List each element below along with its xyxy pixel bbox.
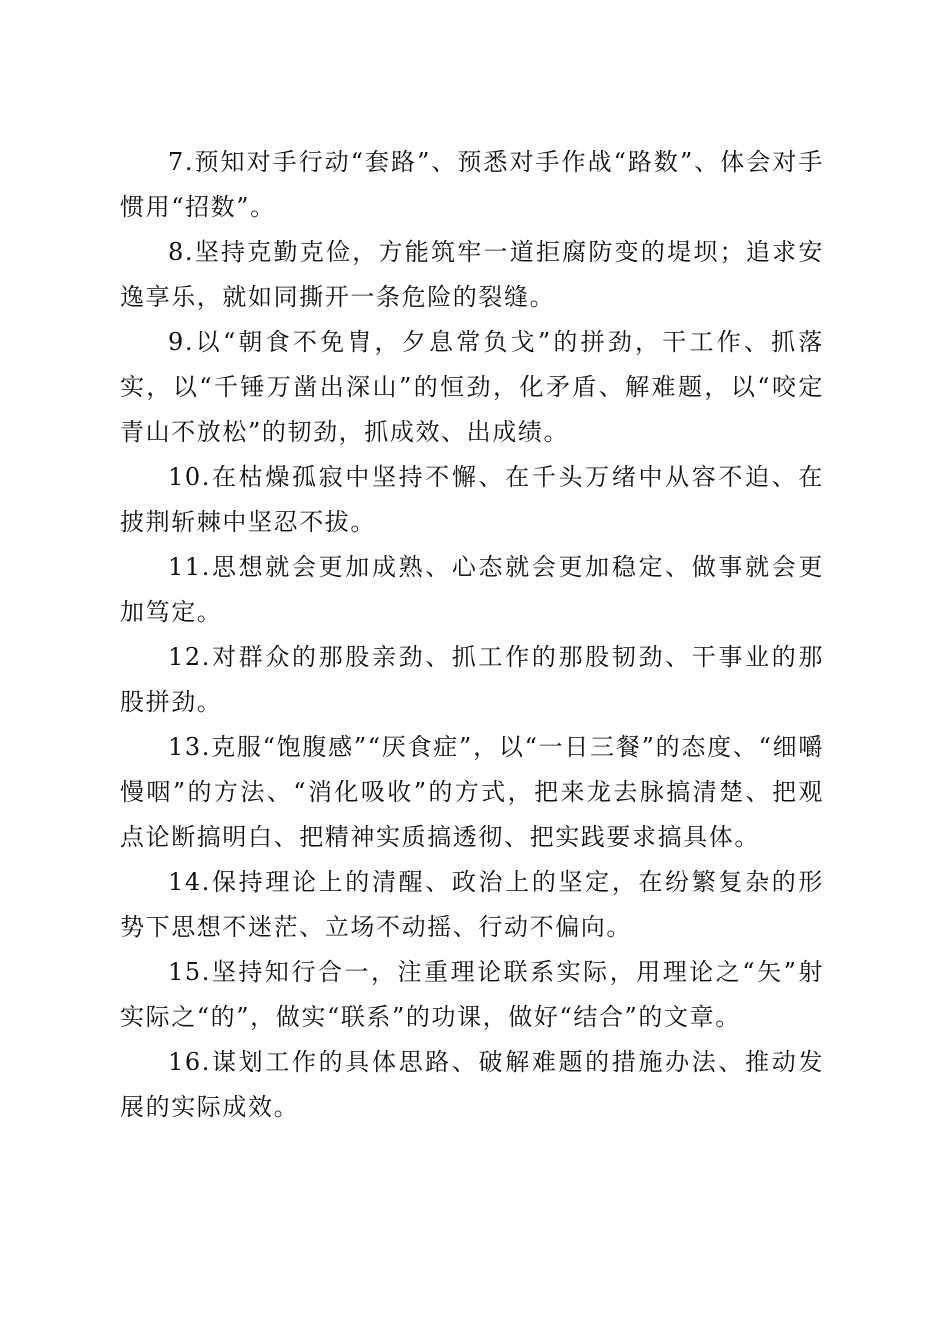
paragraph-12: 12.对群众的那股亲劲、抓工作的那股韧劲、干事业的那股拼劲。 [120, 643, 824, 716]
paragraph-15: 15.坚持知行合一，注重理论联系实际，用理论之“矢”射实际之“的”，做实“联系”的功课，做好“结合”的文章。 [120, 958, 824, 1031]
paragraph-14: 14.保持理论上的清醒、政治上的坚定，在纷繁复杂的形势下思想不迷茫、立场不动摇、行动不偏向。 [120, 868, 824, 941]
document-body [120, 140, 824, 1130]
paragraph-8: 8.坚持克勤克俭，方能筑牢一道拒腐防变的堤坝；追求安逸享乐，就如同撕开一条危险的裂缝。 [120, 238, 824, 311]
paragraph-11: 11.思想就会更加成熟、心态就会更加稳定、做事就会更加笃定。 [120, 553, 824, 626]
paragraph-9: 9.以“朝食不免胄，夕息常负戈”的拼劲，干工作、抓落实，以“千锤万凿出深山”的恒劲，化矛盾、解难题，以“咬定青山不放松”的韧劲，抓成效、出成绩。 [120, 328, 824, 446]
paragraph-16: 16.谋划工作的具体思路、破解难题的措施办法、推动发展的实际成效。 [120, 1048, 824, 1121]
paragraph-7: 7.预知对手行动“套路”、预悉对手作战“路数”、体会对手惯用“招数”。 [120, 148, 824, 221]
paragraph-13: 13.克服“饱腹感”“厌食症”，以“一日三餐”的态度、“细嚼慢咽”的方法、“消化吸收”的方式，把来龙去脉搞清楚、把观点论断搞明白、把精神实质搞透彻、把实践要求搞具体。 [120, 733, 824, 851]
paragraph-10: 10.在枯燥孤寂中坚持不懈、在千头万绪中从容不迫、在披荆斩棘中坚忍不拔。 [120, 463, 824, 536]
